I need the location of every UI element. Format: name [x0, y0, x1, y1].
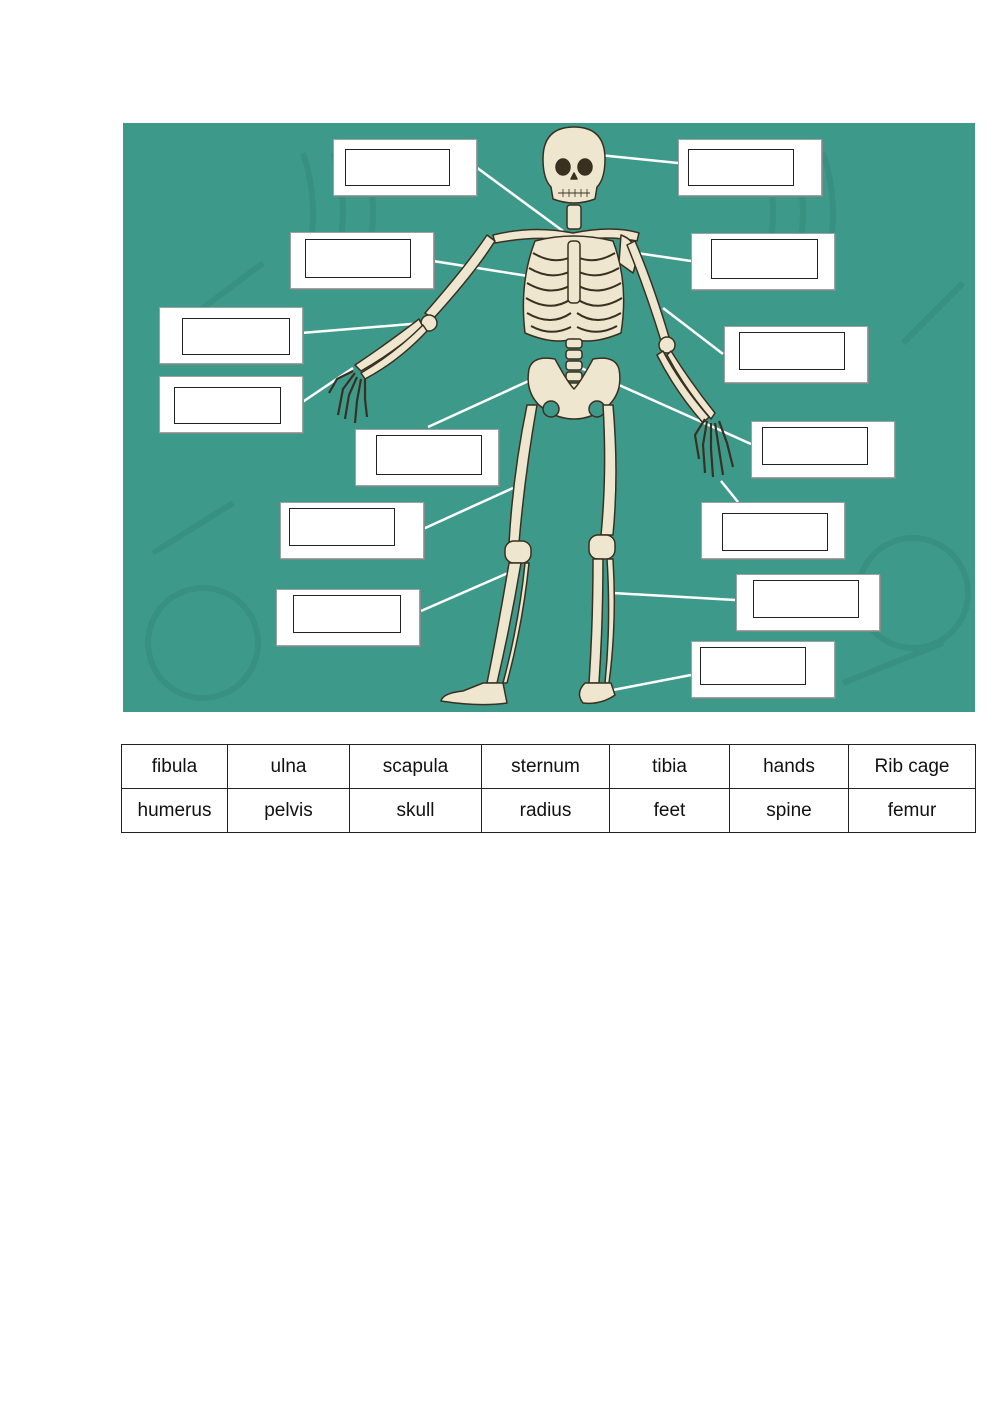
word-cell: skull	[350, 789, 482, 833]
word-cell: fibula	[122, 745, 228, 789]
table-row	[122, 745, 976, 789]
word-cell: ulna	[228, 745, 350, 789]
word-bank-table	[121, 744, 976, 833]
answer-slot[interactable]	[355, 429, 499, 486]
answer-slot[interactable]	[276, 589, 420, 646]
rib-cage	[523, 236, 623, 341]
answer-slot[interactable]	[159, 307, 303, 364]
word-cell: humerus	[122, 789, 228, 833]
answer-input[interactable]	[712, 240, 817, 278]
answer-input[interactable]	[290, 509, 394, 545]
word-cell: feet	[610, 789, 730, 833]
answer-slot[interactable]	[691, 641, 835, 698]
answer-input[interactable]	[346, 150, 449, 185]
answer-slot[interactable]	[678, 139, 822, 196]
word-cell: femur	[849, 789, 976, 833]
answer-slot[interactable]	[280, 502, 424, 559]
answer-slot[interactable]	[333, 139, 477, 196]
answer-input[interactable]	[754, 581, 858, 617]
word-cell: Rib cage	[849, 745, 976, 789]
answer-slot[interactable]	[724, 326, 868, 383]
answer-slot[interactable]	[290, 232, 434, 289]
answer-slot[interactable]	[691, 233, 835, 290]
answer-input[interactable]	[701, 648, 805, 684]
table-row	[122, 789, 976, 833]
word-cell: radius	[482, 789, 610, 833]
word-cell: sternum	[482, 745, 610, 789]
word-cell: hands	[730, 745, 849, 789]
answer-input[interactable]	[306, 240, 410, 277]
word-cell: tibia	[610, 745, 730, 789]
answer-input[interactable]	[723, 514, 827, 550]
answer-slot[interactable]	[736, 574, 880, 631]
answer-input[interactable]	[377, 436, 481, 474]
word-cell: pelvis	[228, 789, 350, 833]
answer-slot[interactable]	[159, 376, 303, 433]
answer-input[interactable]	[740, 333, 844, 369]
answer-input[interactable]	[175, 388, 280, 423]
answer-slot[interactable]	[701, 502, 845, 559]
answer-input[interactable]	[294, 596, 400, 632]
answer-input[interactable]	[183, 319, 289, 354]
word-cell: scapula	[350, 745, 482, 789]
word-cell: spine	[730, 789, 849, 833]
answer-slot[interactable]	[751, 421, 895, 478]
answer-input[interactable]	[689, 150, 793, 185]
skull	[543, 127, 605, 203]
answer-input[interactable]	[763, 428, 867, 464]
